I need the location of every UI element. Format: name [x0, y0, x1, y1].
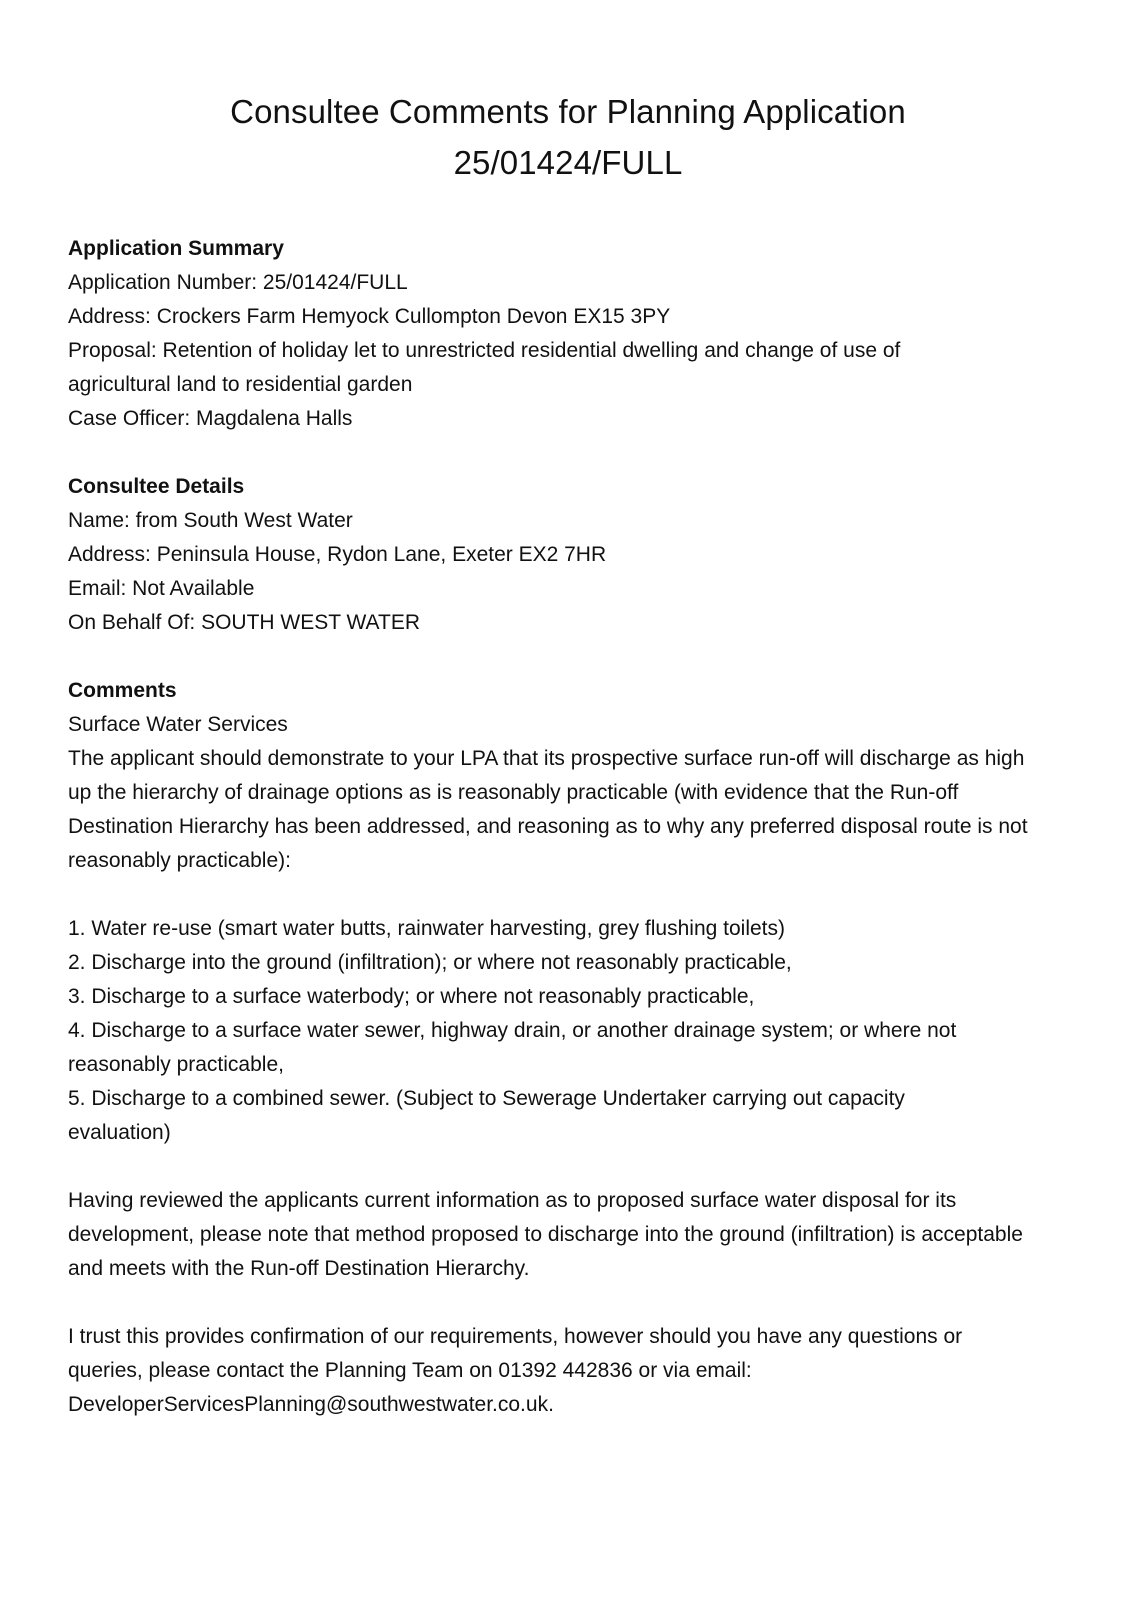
consultee-address: Address: Peninsula House, Rydon Lane, Exeter EX2 7HR	[68, 543, 607, 566]
comments-subheading: Surface Water Services	[68, 713, 288, 736]
list-item: 2. Discharge into the ground (infiltration); or where not reasonably practicable,	[68, 951, 792, 974]
list-item: 5. Discharge to a combined sewer. (Subject to Sewerage Undertaker carrying out capacity evaluation)	[68, 1087, 905, 1144]
comments-section	[68, 674, 1068, 1422]
page-title	[68, 86, 1068, 188]
consultee-details-section	[68, 470, 1068, 640]
consultee-details-heading: Consultee Details	[68, 475, 245, 498]
case-officer: Case Officer: Magdalena Halls	[68, 407, 353, 430]
comments-review: Having reviewed the applicants current information as to proposed surface water disposal for its development, please note that method proposed to discharge into the ground (infiltration) is acceptable and meets with the Run-off Destination Hierarchy.	[68, 1189, 1023, 1280]
list-item: 1. Water re-use (smart water butts, rainwater harvesting, grey flushing toilets)	[68, 917, 785, 940]
application-summary-heading: Application Summary	[68, 237, 284, 260]
document-page	[68, 86, 1068, 1422]
comments-closing: I trust this provides confirmation of our requirements, however should you have any questions or queries, please contact the Planning Team on 01392 442836 or via email: DeveloperServicesPlanning@southwestwater.co.uk.	[68, 1325, 963, 1416]
list-item: 3. Discharge to a surface waterbody; or where not reasonably practicable,	[68, 985, 755, 1008]
drainage-hierarchy-list	[68, 912, 1068, 1150]
comments-heading: Comments	[68, 679, 177, 702]
application-summary-section	[68, 232, 1068, 436]
consultee-on-behalf-of: On Behalf Of: SOUTH WEST WATER	[68, 611, 421, 634]
title-line-1: Consultee Comments for Planning Application	[230, 93, 906, 130]
consultee-email: Email: Not Available	[68, 577, 255, 600]
application-proposal: Proposal: Retention of holiday let to unrestricted residential dwelling and change of use of agricultural land to residential garden	[68, 339, 901, 396]
title-line-2: 25/01424/FULL	[453, 144, 683, 181]
consultee-name: Name: from South West Water	[68, 509, 353, 532]
comments-intro: The applicant should demonstrate to your LPA that its prospective surface run-off will discharge as high up the hierarchy of drainage options as is reasonably practicable (with evidence that the Run-off Destination Hierarchy has been addressed, and reasoning as to why any preferred disposal route is not reasonably practicable):	[68, 747, 1028, 872]
application-address: Address: Crockers Farm Hemyock Cullompton Devon EX15 3PY	[68, 305, 671, 328]
list-item: 4. Discharge to a surface water sewer, highway drain, or another drainage system; or where not reasonably practicable,	[68, 1019, 957, 1076]
application-number: Application Number: 25/01424/FULL	[68, 271, 408, 294]
